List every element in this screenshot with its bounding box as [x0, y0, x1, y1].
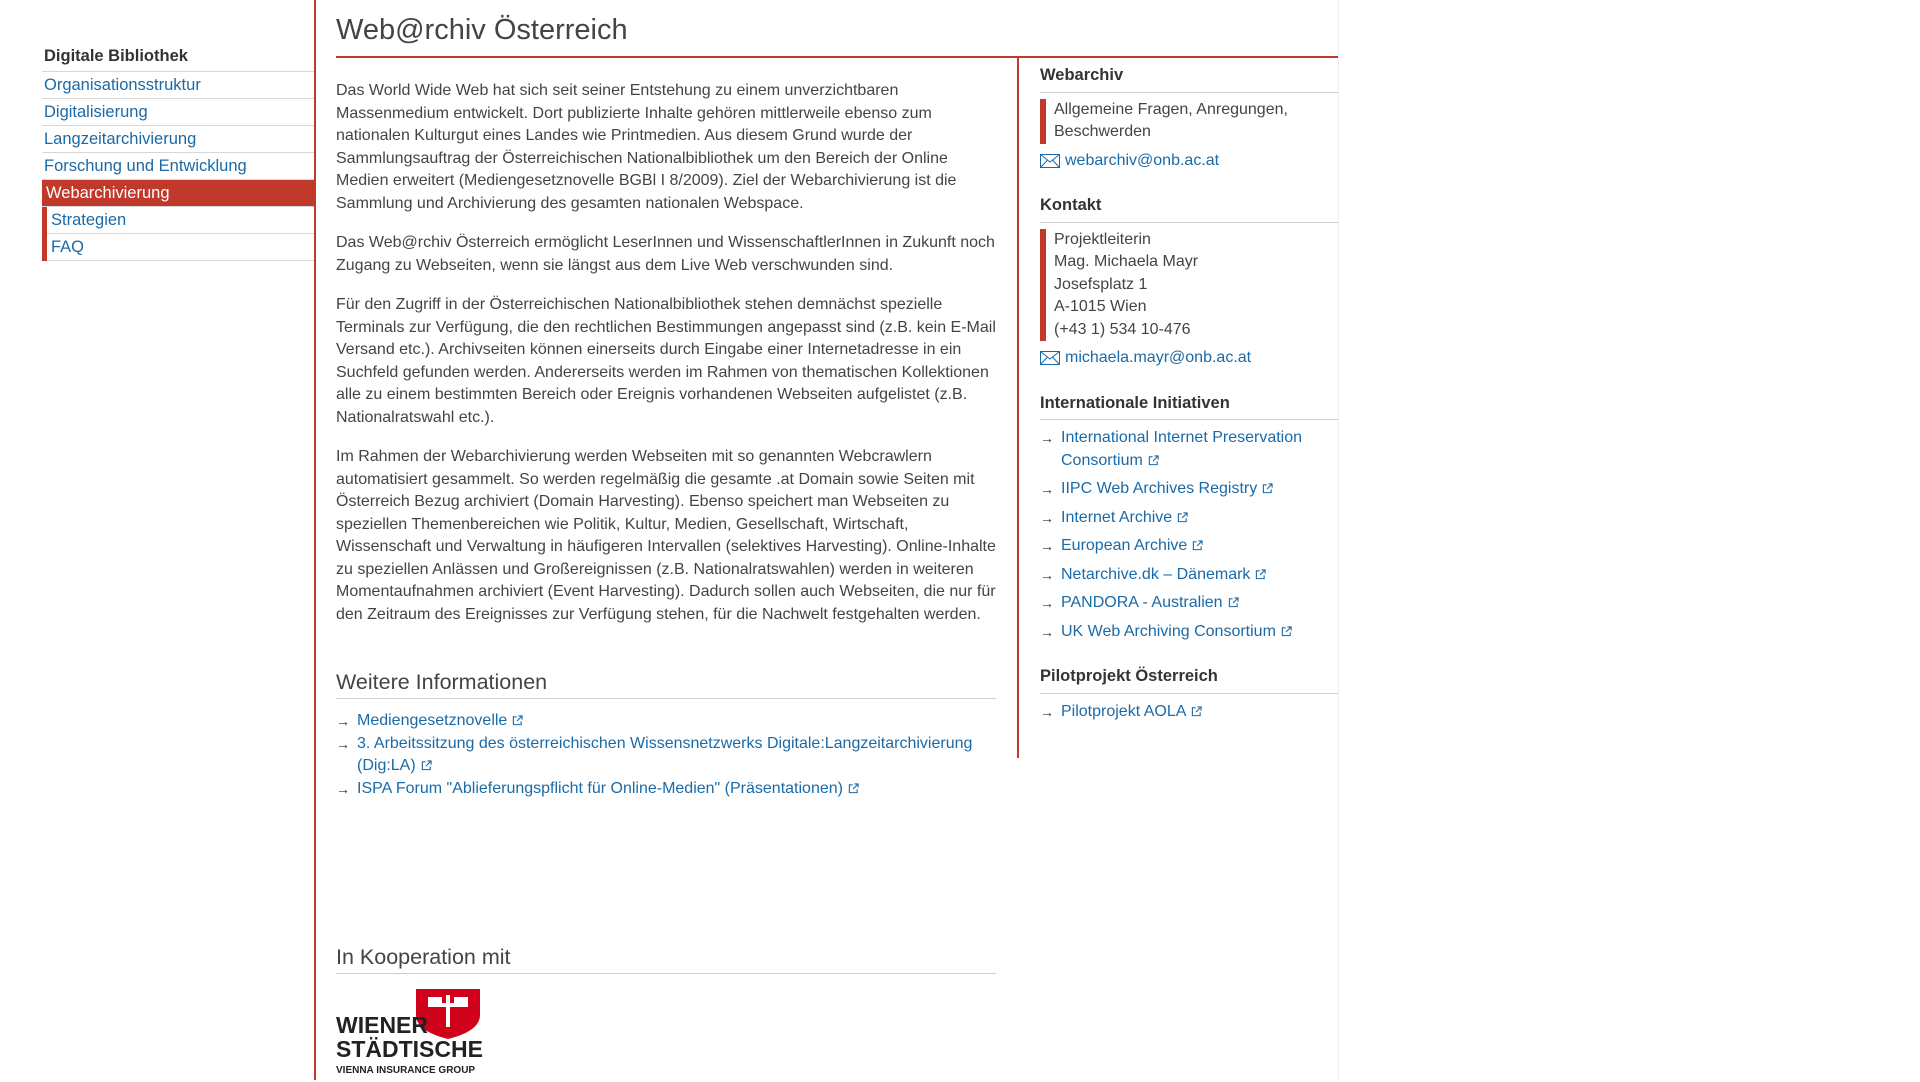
arrow-icon: → — [1040, 595, 1054, 611]
list-item — [1040, 592, 1338, 615]
title-rule — [336, 56, 1338, 58]
logo-tagline: VIENNA INSURANCE GROUP — [336, 1065, 476, 1076]
list-item — [1040, 701, 1338, 724]
contact-street: Josefsplatz 1 — [1054, 275, 1148, 293]
column-divider — [1017, 58, 1019, 758]
list-item — [336, 778, 996, 801]
cooperation-heading: In Kooperation mit — [336, 945, 996, 974]
sidebar-subitem-faq[interactable]: FAQ — [47, 234, 314, 261]
sidebar-right — [1040, 64, 1338, 745]
list-item — [336, 733, 996, 778]
sidebar-subitem-strategien[interactable]: Strategien — [47, 207, 314, 234]
webarchiv-title: Webarchiv — [1040, 64, 1338, 93]
link-netarchive[interactable]: Netarchive.dk – Dänemark — [1061, 565, 1251, 583]
external-link-icon — [1177, 512, 1188, 523]
webarchiv-block — [1040, 64, 1338, 172]
page-title: Web@rchiv Österreich — [336, 14, 628, 46]
arrow-icon: → — [1040, 538, 1054, 554]
logo-word-1: WIENER — [336, 1012, 428, 1038]
contact-address — [1040, 229, 1338, 342]
content-right-edge — [1338, 0, 1339, 1080]
intro-paragraph: Das World Wide Web hat sich seit seiner Entstehung zu einem unverzichtbaren Massenmedium entwickelt. Dort publizierte Inhalte gehören mittlerweile ebenso zum nationalen Kulturgut eines Landes wie Printmedien. Aus diesem Grund wurde der Sammlungsauftrag der Österreichischen Nationalbibliothek um den Bereich der Online Medien erweitert (Mediengesetznovelle BGBl I 8/2009). Ziel der Webarchivierung ist die Sammlung und Archivierung des gesamten nationalen Webspace. — [336, 82, 957, 212]
arrow-icon: → — [336, 780, 350, 797]
arrow-icon: → — [1040, 509, 1054, 526]
sidebar-item-organisationsstruktur[interactable]: Organisationsstruktur — [42, 72, 314, 99]
pilot-block — [1040, 665, 1338, 723]
external-link-icon — [1192, 540, 1203, 551]
harvesting-paragraph: Im Rahmen der Webarchivierung werden Webseiten mit so genannten Webcrawlern automatisiert gesammelt. So werden regelmäßig die gesamte .at Domain sowie Seiten mit Österreich Bezug archiviert (Domain Harvesting). Ebenso speichert man Webseiten zu speziellen Themenbereichen wie Politik, Kultur, Medien, Gesellschaft, Wirtschaft, Wissenschaft und Verwaltung in häufigeren Intervallen (selektives Harvesting). Online-Inhalte zu speziellen Anlässen und Großereignissen (z.B. Nationalratswahlen) werden in weiteren Momentaufnahmen archiviert (Event Harvesting). Dadurch sollen auch Webseiten, die nur für den Zeitraum des Ereignisses zur Verfügung stehen, für die Nachwelt festgehalten werden. — [336, 448, 996, 623]
external-link-icon — [512, 715, 523, 726]
webarchiv-email-link[interactable]: webarchiv@onb.ac.at — [1065, 151, 1220, 169]
further-links — [336, 710, 996, 800]
access-paragraph: Das Web@rchiv Österreich ermöglicht LeserInnen und WissenschaftlerInnen in Zukunft noch Zugang zu Webseiten, wenn sie längst aus dem Live Web verschwunden sind. — [336, 234, 995, 274]
pilot-links — [1040, 701, 1338, 724]
link-iipc[interactable]: International Internet Preservation Consortium — [1061, 429, 1303, 469]
link-ispa-forum[interactable]: ISPA Forum "Ablieferungspflicht für Online-Medien" (Präsentationen) — [357, 779, 843, 797]
sidebar-subnav — [42, 207, 314, 261]
arrow-icon: → — [336, 713, 350, 729]
contact-title: Kontakt — [1040, 194, 1338, 223]
external-link-icon — [1148, 455, 1159, 466]
external-link-icon — [1228, 597, 1239, 608]
list-item — [1040, 478, 1338, 501]
sidebar-title: Digitale Bibliothek — [42, 40, 314, 72]
cooperation — [336, 945, 996, 1082]
arrow-icon: → — [1040, 481, 1054, 497]
contact-phone: (+43 1) 534 10-476 — [1054, 320, 1191, 338]
link-iipc-registry[interactable]: IIPC Web Archives Registry — [1061, 480, 1258, 497]
list-item — [336, 710, 996, 733]
terminal-paragraph: Für den Zugriff in der Österreichischen Nationalbibliothek stehen demnächst spezielle Terminals zur Verfügung, die den rechtlichen Bestimmungen angepasst sind (z.B. kein E-Mail Versand etc.). Archivseiten können einerseits durch Eingabe einer Internetadresse in ein Suchfeld gefunden werden. Andererseits werden im Rahmen von thematischen Kollektionen alle zu einem bestimmten Bereich oder Ereignis vorhandenen Webseiten aufgelistet (z.B. Nationalratswahl etc.). — [336, 296, 996, 426]
contact-email-link[interactable]: michaela.mayr@onb.ac.at — [1065, 349, 1252, 366]
webarchiv-mail — [1040, 150, 1338, 173]
list-item — [1040, 621, 1338, 644]
further-heading: Weitere Informationen — [336, 670, 996, 699]
further-information — [336, 670, 996, 800]
main-content — [336, 80, 996, 643]
pilot-title: Pilotprojekt Österreich — [1040, 665, 1338, 694]
link-internet-archive[interactable]: Internet Archive — [1061, 508, 1173, 526]
contact-mail — [1040, 347, 1338, 370]
link-digla[interactable]: 3. Arbeitssitzung des österreichischen Wissensnetzwerks Digitale:Langzeitarchivierung (Dig:LA) — [357, 734, 973, 774]
external-link-icon — [1262, 483, 1273, 494]
sidebar-item-langzeitarchivierung[interactable]: Langzeitarchivierung — [42, 126, 314, 153]
contact-city: A-1015 Wien — [1054, 298, 1147, 315]
arrow-icon: → — [1040, 430, 1054, 446]
arrow-icon: → — [1040, 623, 1054, 640]
webarchiv-text: Allgemeine Fragen, Anregungen, Beschwerden — [1040, 99, 1338, 144]
logo-word-2: STÄDTISCHE — [336, 1036, 483, 1062]
contact-role: Projektleiterin — [1054, 230, 1151, 248]
arrow-icon: → — [336, 735, 350, 752]
sidebar-item-digitalisierung[interactable]: Digitalisierung — [42, 99, 314, 126]
list-item — [1040, 507, 1338, 530]
sidebar-divider — [314, 0, 316, 1080]
logo-graphic — [336, 987, 486, 1077]
external-link-icon — [1191, 706, 1202, 717]
international-links — [1040, 427, 1338, 643]
link-mediengesetznovelle[interactable]: Mediengesetznovelle — [357, 712, 508, 729]
sidebar — [42, 40, 314, 261]
list-item — [1040, 535, 1338, 558]
link-european-archive[interactable]: European Archive — [1061, 537, 1188, 554]
sidebar-item-webarchivierung[interactable]: Webarchivierung — [42, 180, 314, 207]
external-link-icon — [421, 760, 432, 771]
list-item — [1040, 427, 1338, 472]
link-aola[interactable]: Pilotprojekt AOLA — [1061, 702, 1187, 720]
link-ukwac[interactable]: UK Web Archiving Consortium — [1061, 622, 1276, 640]
international-title: Internationale Initiativen — [1040, 392, 1338, 421]
external-link-icon — [848, 783, 859, 794]
sidebar-item-forschung[interactable]: Forschung und Entwicklung — [42, 153, 314, 180]
arrow-icon: → — [1040, 566, 1054, 583]
external-link-icon — [1255, 569, 1266, 580]
envelope-icon — [1040, 154, 1060, 168]
external-link-icon — [1281, 626, 1292, 637]
arrow-icon: → — [1040, 703, 1054, 720]
contact-name: Mag. Michaela Mayr — [1054, 253, 1199, 270]
envelope-icon — [1040, 351, 1060, 365]
international-block — [1040, 392, 1338, 644]
link-pandora[interactable]: PANDORA - Australien — [1061, 594, 1223, 611]
contact-block — [1040, 194, 1338, 370]
list-item — [1040, 564, 1338, 587]
wiener-staedtische-logo[interactable] — [336, 987, 996, 1082]
